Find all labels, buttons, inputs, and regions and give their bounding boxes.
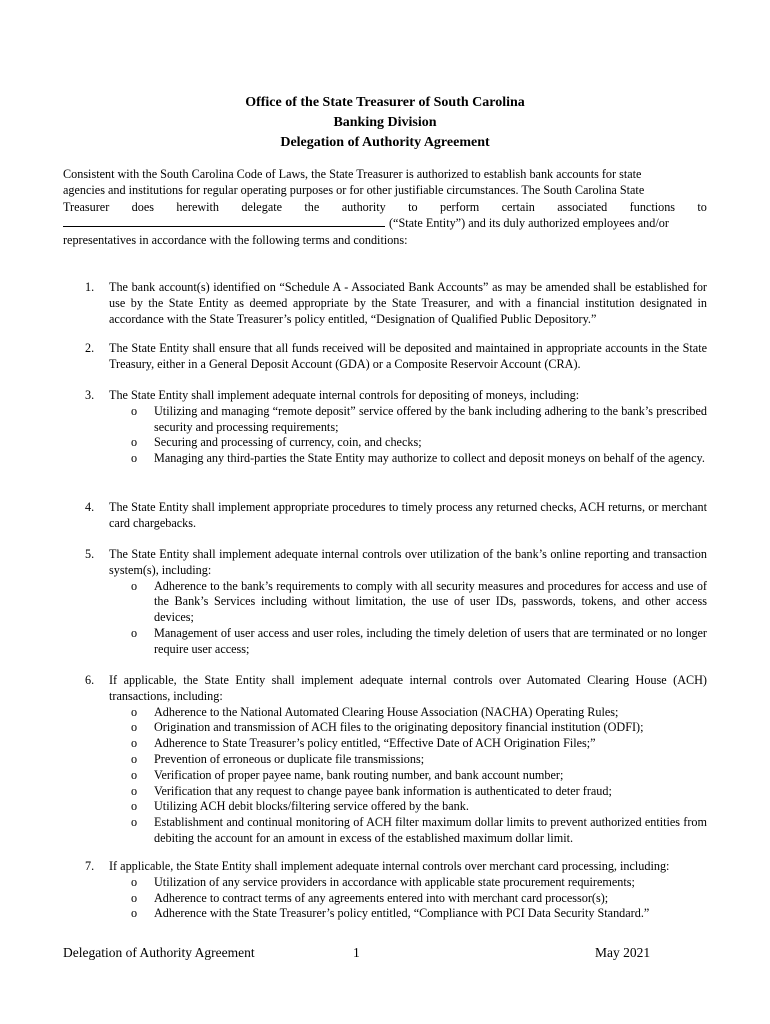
intro-paragraph	[63, 166, 707, 248]
state-entity-blank-line	[63, 215, 385, 227]
intro-word: the	[304, 199, 320, 214]
list-item	[63, 859, 707, 922]
intro-line-2: agencies and institutions for regular operating purposes or for other justifiable circumstances. The South Carolina State	[63, 183, 645, 198]
sub-item	[131, 906, 707, 922]
item-number: 5.	[85, 547, 95, 561]
intro-line-4-text: (“State Entity”) and its duly authorized employees and/or	[389, 216, 669, 231]
bullet-icon: o	[131, 704, 138, 719]
list-item	[63, 673, 707, 847]
sub-item	[131, 799, 707, 815]
bullet-icon: o	[131, 906, 138, 921]
list-item	[63, 280, 707, 327]
intro-line-1: Consistent with the South Carolina Code of Laws, the State Treasurer is authorized to establish bank accounts for state	[63, 167, 642, 181]
sub-item	[131, 751, 707, 768]
bullet-icon: o	[131, 403, 138, 418]
sub-item-text: Utilizing ACH debit blocks/filtering service offered by the bank.	[154, 799, 469, 814]
intro-line-3	[63, 199, 707, 215]
intro-word: certain	[501, 199, 535, 214]
item-number: 7.	[85, 859, 95, 873]
item-text: The bank account(s) identified on “Schedule A - Associated Bank Accounts” as may be amended shall be established for use by the State Entity as deemed appropriate by the State Treasurer, and with a financial institution designated in accordance with the State Treasurer’s policy entitled, “Designation of Qualified Public Depository.”	[109, 280, 707, 326]
sub-item	[131, 625, 707, 658]
item-text: The State Entity shall implement appropriate procedures to timely process any returned checks, ACH returns, or merchant card chargebacks.	[109, 500, 707, 530]
sub-item-text: Utilizing and managing “remote deposit” service offered by the bank including adhering to the bank’s prescribed security and processing requirements;	[154, 403, 707, 434]
bullet-icon: o	[131, 890, 138, 905]
intro-word: Treasurer	[63, 199, 110, 214]
sub-item-text: Verification that any request to change payee bank information is authenticated to deter fraud;	[154, 783, 612, 798]
item-number: 4.	[85, 500, 95, 514]
sub-item-text: Adherence to the National Automated Clearing House Association (NACHA) Operating Rules;	[154, 704, 619, 719]
sub-item-text: Prevention of erroneous or duplicate file transmissions;	[154, 751, 425, 766]
sub-item-text: Establishment and continual monitoring of ACH filter maximum dollar limits to prevent authorized entities from debiting the account for an amount in excess of the established maximum dollar limit.	[154, 815, 707, 845]
bullet-icon: o	[131, 736, 138, 751]
bullet-icon: o	[131, 874, 138, 889]
sub-item-text: Adherence with the State Treasurer’s policy entitled, “Compliance with PCI Data Security Standard.”	[154, 906, 650, 921]
item-text: If applicable, the State Entity shall implement adequate internal controls over Automated Clearing House (ACH) transactions, including:	[109, 673, 707, 703]
item-number: 2.	[85, 341, 95, 355]
sub-item-text: Management of user access and user roles, including the timely deletion of users that are terminated or no longer require user access;	[154, 625, 707, 656]
intro-line-5: representatives in accordance with the following terms and conditions:	[63, 232, 408, 247]
item-number: 1.	[85, 280, 95, 294]
bullet-icon: o	[131, 751, 138, 766]
sub-item-text: Origination and transmission of ACH files to the originating depository financial institution (ODFI);	[154, 720, 644, 735]
sub-item	[131, 435, 707, 451]
header-division: Banking Division	[333, 115, 437, 130]
intro-line-4	[63, 215, 707, 231]
bullet-icon: o	[131, 578, 138, 593]
intro-word: to	[697, 199, 707, 214]
list-item	[63, 547, 707, 658]
sub-item	[131, 890, 707, 907]
list-item	[63, 388, 707, 467]
sub-item-text: Verification of proper payee name, bank routing number, and bank account number;	[154, 767, 564, 782]
sub-item-text: Utilization of any service providers in accordance with applicable state procurement requirements;	[154, 874, 635, 889]
item-text: If applicable, the State Entity shall implement adequate internal controls over merchant card processing, including:	[109, 859, 670, 873]
sub-item	[131, 704, 707, 721]
sub-item-text: Managing any third-parties the State Entity may authorize to collect and deposit moneys on behalf of the agency.	[154, 451, 705, 466]
list-item	[63, 500, 707, 532]
bullet-icon: o	[131, 625, 138, 640]
sub-item-text: Securing and processing of currency, coin, and checks;	[154, 435, 422, 450]
bullet-icon: o	[131, 435, 138, 450]
sub-item	[131, 767, 707, 784]
item-text: The State Entity shall implement adequate internal controls for depositing of moneys, including:	[109, 388, 580, 402]
sub-item-text: Adherence to the bank’s requirements to comply with all security measures and procedures for access and use of the Bank’s Services including without limitation, the use of user IDs, passwords, tokens, and other access devices;	[154, 578, 707, 625]
item-number: 6.	[85, 673, 95, 687]
sub-item	[131, 720, 707, 736]
item-number: 3.	[85, 388, 95, 402]
intro-word: functions	[629, 199, 676, 214]
intro-word: authority	[341, 199, 386, 214]
sub-item	[131, 783, 707, 800]
bullet-icon: o	[131, 767, 138, 782]
intro-word: to	[408, 199, 418, 214]
intro-word: does	[131, 199, 154, 214]
intro-word: herewith	[176, 199, 220, 214]
bullet-icon: o	[131, 720, 138, 735]
footer-date: May 2021	[595, 945, 651, 960]
footer-page-number: 1	[353, 945, 360, 960]
sub-item	[131, 736, 707, 752]
intro-word: associated	[557, 199, 608, 214]
bullet-icon: o	[131, 451, 138, 466]
bullet-icon: o	[131, 783, 138, 798]
header-office: Office of the State Treasurer of South Carolina	[245, 95, 525, 110]
sub-item-text: Adherence to contract terms of any agreements entered into with merchant card processor(s);	[154, 890, 609, 905]
sub-item-text: Adherence to State Treasurer’s policy entitled, “Effective Date of ACH Origination Files;”	[154, 736, 596, 751]
intro-word: delegate	[241, 199, 283, 214]
sub-item	[131, 403, 707, 436]
sub-item	[131, 874, 707, 891]
sub-item	[131, 578, 707, 626]
bullet-icon: o	[131, 799, 138, 814]
item-text: The State Entity shall implement adequate internal controls over utilization of the bank’s online reporting and transaction system(s), including:	[109, 547, 707, 577]
footer-document-name: Delegation of Authority Agreement	[63, 945, 255, 960]
header-agreement-title: Delegation of Authority Agreement	[280, 135, 490, 150]
sub-item	[131, 451, 707, 467]
intro-word: perform	[439, 199, 480, 214]
sub-item	[131, 815, 707, 847]
list-item	[63, 341, 707, 373]
bullet-icon: o	[131, 815, 138, 830]
item-text: The State Entity shall ensure that all funds received will be deposited and maintained in appropriate accounts in the State Treasury, either in a General Deposit Account (GDA) or a Composite Reservoir Account (CRA).	[109, 341, 707, 371]
